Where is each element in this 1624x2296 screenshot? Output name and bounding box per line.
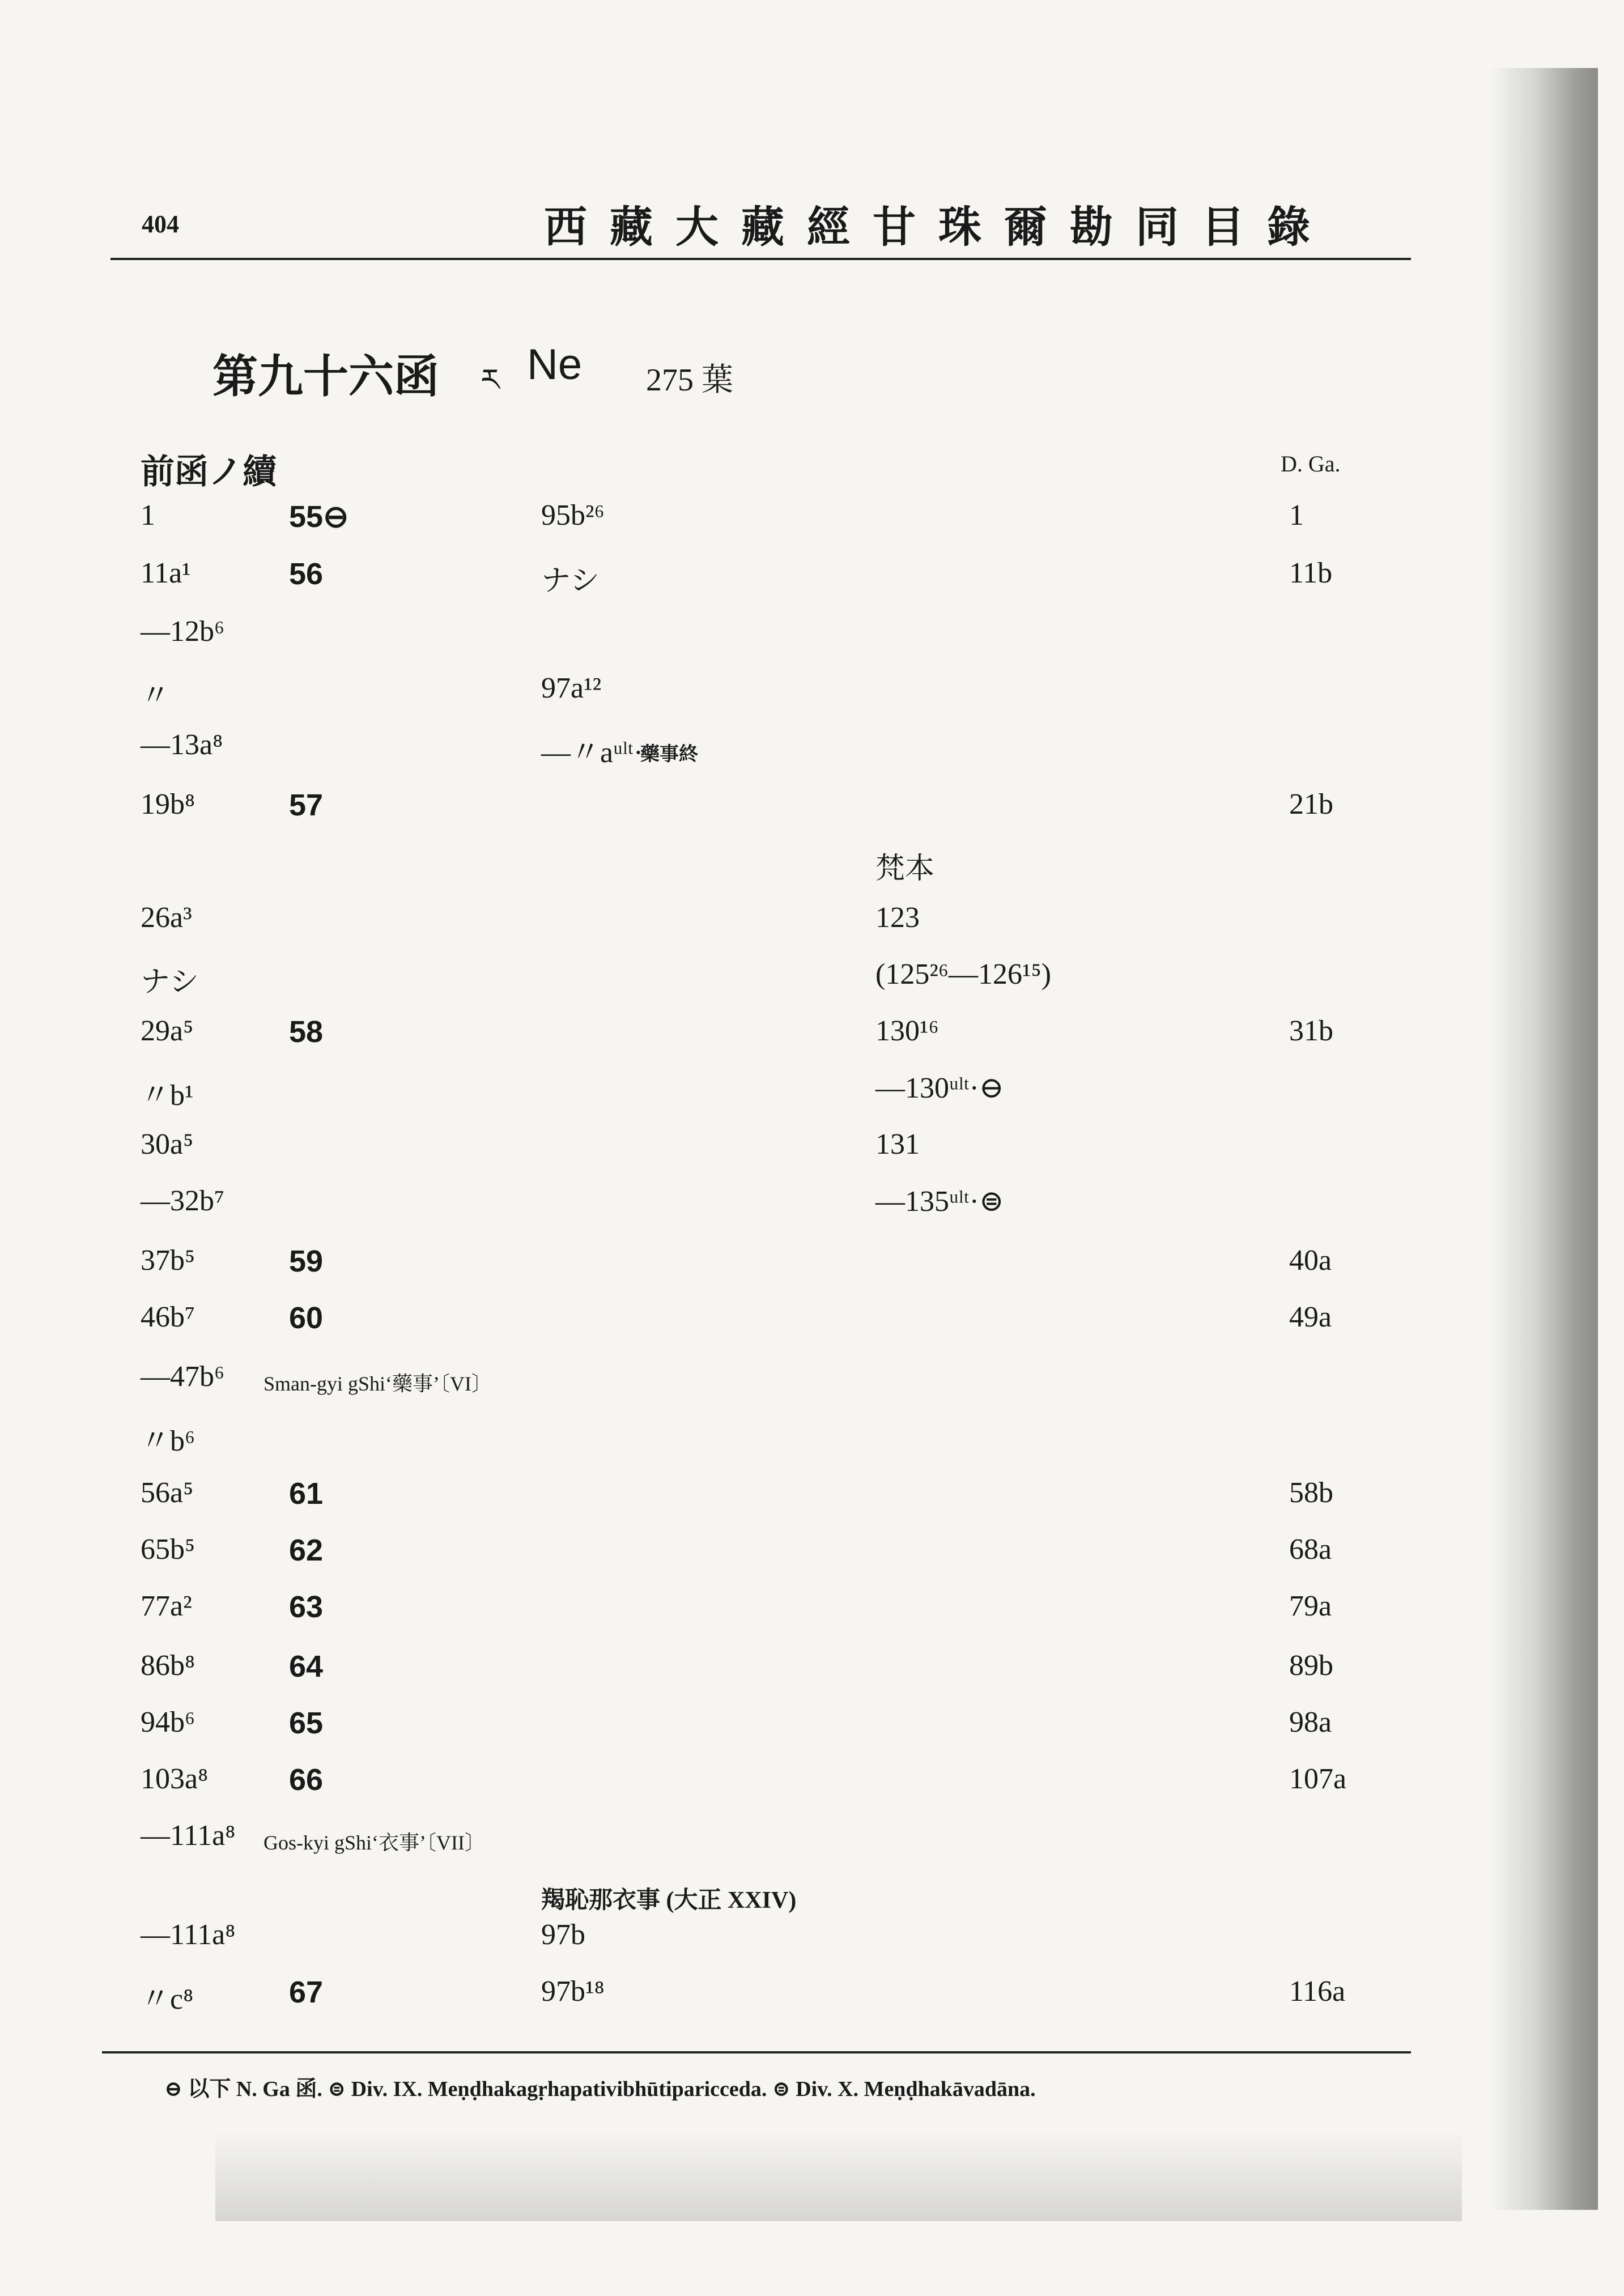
cell-c5: 11b	[1289, 557, 1333, 589]
cell-c5: 107a	[1289, 1763, 1347, 1795]
cell-c1: 〃b⁶	[141, 1425, 195, 1457]
cell-c5: 58b	[1289, 1477, 1333, 1509]
cell-c1: 29a⁵	[141, 1015, 194, 1047]
cell-c2: 59	[289, 1244, 324, 1278]
cell-c1: 〃	[141, 680, 171, 712]
cell-c5: 40a	[1289, 1244, 1332, 1277]
cell-c1: ナシ	[141, 966, 199, 998]
cell-c1: 11a¹	[141, 557, 191, 589]
cell-c1: —13a⁸	[141, 729, 223, 761]
cell-c5: 68a	[1289, 1533, 1332, 1566]
tibetan-letter: ར	[481, 362, 500, 398]
cell-c1: 1	[141, 499, 155, 532]
cell-c3: 97b¹⁸	[541, 1975, 605, 2008]
cell-c1: 〃b¹	[141, 1079, 194, 1112]
leaf-count: 275 葉	[646, 363, 733, 398]
cell-c1: 65b⁵	[141, 1533, 195, 1566]
cell-c3: 95b²⁶	[541, 499, 605, 532]
footnote: ⊖ 以下 N. Ga 函. ⊜ Div. IX. Meṇḍhakagṛhapativibhūtiparicceda. ⊜ Div. X. Meṇḍhakāvadāna.	[164, 2077, 1036, 2101]
cell-c1: —111a⁸	[141, 1819, 236, 1852]
page-number: 404	[142, 210, 179, 238]
cell-c4: 123	[875, 902, 920, 934]
cell-c4: 梵本	[875, 853, 935, 885]
cell-c1: —47b⁶	[141, 1360, 225, 1393]
cell-c3: —〃aᵘˡᵗ·	[541, 737, 644, 769]
column-note: 藥事終	[640, 744, 698, 765]
cell-c3: 97a¹²	[541, 672, 602, 704]
cell-c2: 65	[289, 1706, 324, 1740]
cell-c1: 30a⁵	[141, 1128, 194, 1160]
cell-c4: (125²⁶—126¹⁵)	[875, 958, 1052, 990]
cell-c2: 62	[289, 1533, 324, 1567]
cell-c2: 56	[289, 557, 324, 591]
cell-c1: 77a²	[141, 1590, 192, 1622]
cell-c3: 97b	[541, 1919, 585, 1951]
page-title: 西藏大藏經甘珠爾勘同目錄	[544, 202, 1333, 252]
cell-c5: 89b	[1289, 1649, 1333, 1682]
scan-edge-shadow	[1490, 68, 1598, 2210]
cell-c1: —32b⁷	[141, 1185, 225, 1217]
cell-c1: 26a³	[141, 902, 192, 934]
cell-c1: 19b⁸	[141, 788, 195, 820]
cell-c2: 55⊖	[289, 500, 349, 534]
division-note: Sman-gyi gShi‘藥事’〔VI〕	[263, 1372, 492, 1395]
scan-noise	[215, 2131, 1462, 2221]
cell-c2: 58	[289, 1015, 324, 1049]
cell-c5: 31b	[1289, 1015, 1333, 1047]
cell-c4: —130ᵘˡᵗ·⊖	[875, 1072, 1004, 1104]
cell-c5: 1	[1289, 499, 1304, 532]
cell-c1: 103a⁸	[141, 1763, 209, 1795]
cell-c1: —111a⁸	[141, 1919, 236, 1951]
cell-c2: 66	[289, 1763, 324, 1797]
cell-c2: 60	[289, 1301, 324, 1335]
volume-heading: 第九十六函	[212, 350, 439, 403]
cell-c5: 21b	[1289, 788, 1333, 820]
cell-c1: 46b⁷	[141, 1301, 195, 1333]
division-note: Gos-kyi gShi‘衣事’〔VII〕	[263, 1831, 485, 1854]
footnote-rule	[102, 2051, 1411, 2053]
cell-c2: 63	[289, 1590, 324, 1624]
cell-c1: 56a⁵	[141, 1477, 194, 1509]
cell-c5: 98a	[1289, 1706, 1332, 1738]
cell-c1: 94b⁶	[141, 1706, 195, 1738]
cell-c2: 64	[289, 1649, 324, 1683]
cell-c5: 116a	[1289, 1975, 1346, 2008]
cell-c5: 49a	[1289, 1301, 1332, 1333]
cell-c1: 〃c⁸	[141, 1983, 194, 2016]
cell-c1: —12b⁶	[141, 615, 225, 648]
continuation-label: 前函ノ續	[141, 453, 277, 491]
volume-letter: Ne	[527, 341, 583, 389]
cell-c5: 79a	[1289, 1590, 1332, 1622]
column-header-dga: D. Ga.	[1281, 451, 1341, 477]
cell-c1: 37b⁵	[141, 1244, 195, 1277]
cell-c1: 86b⁸	[141, 1649, 195, 1682]
cell-c4: —135ᵘˡᵗ·⊜	[875, 1185, 1004, 1218]
cell-c4: 130¹⁶	[875, 1015, 939, 1047]
column-note: 羯恥那衣事 (大正 XXIV)	[541, 1887, 797, 1914]
cell-c2: 61	[289, 1477, 324, 1511]
cell-c4: 131	[875, 1128, 920, 1160]
cell-c3: ナシ	[541, 565, 600, 597]
cell-c2: 57	[289, 788, 324, 822]
header-rule	[110, 258, 1411, 260]
cell-c2: 67	[289, 1975, 324, 2009]
